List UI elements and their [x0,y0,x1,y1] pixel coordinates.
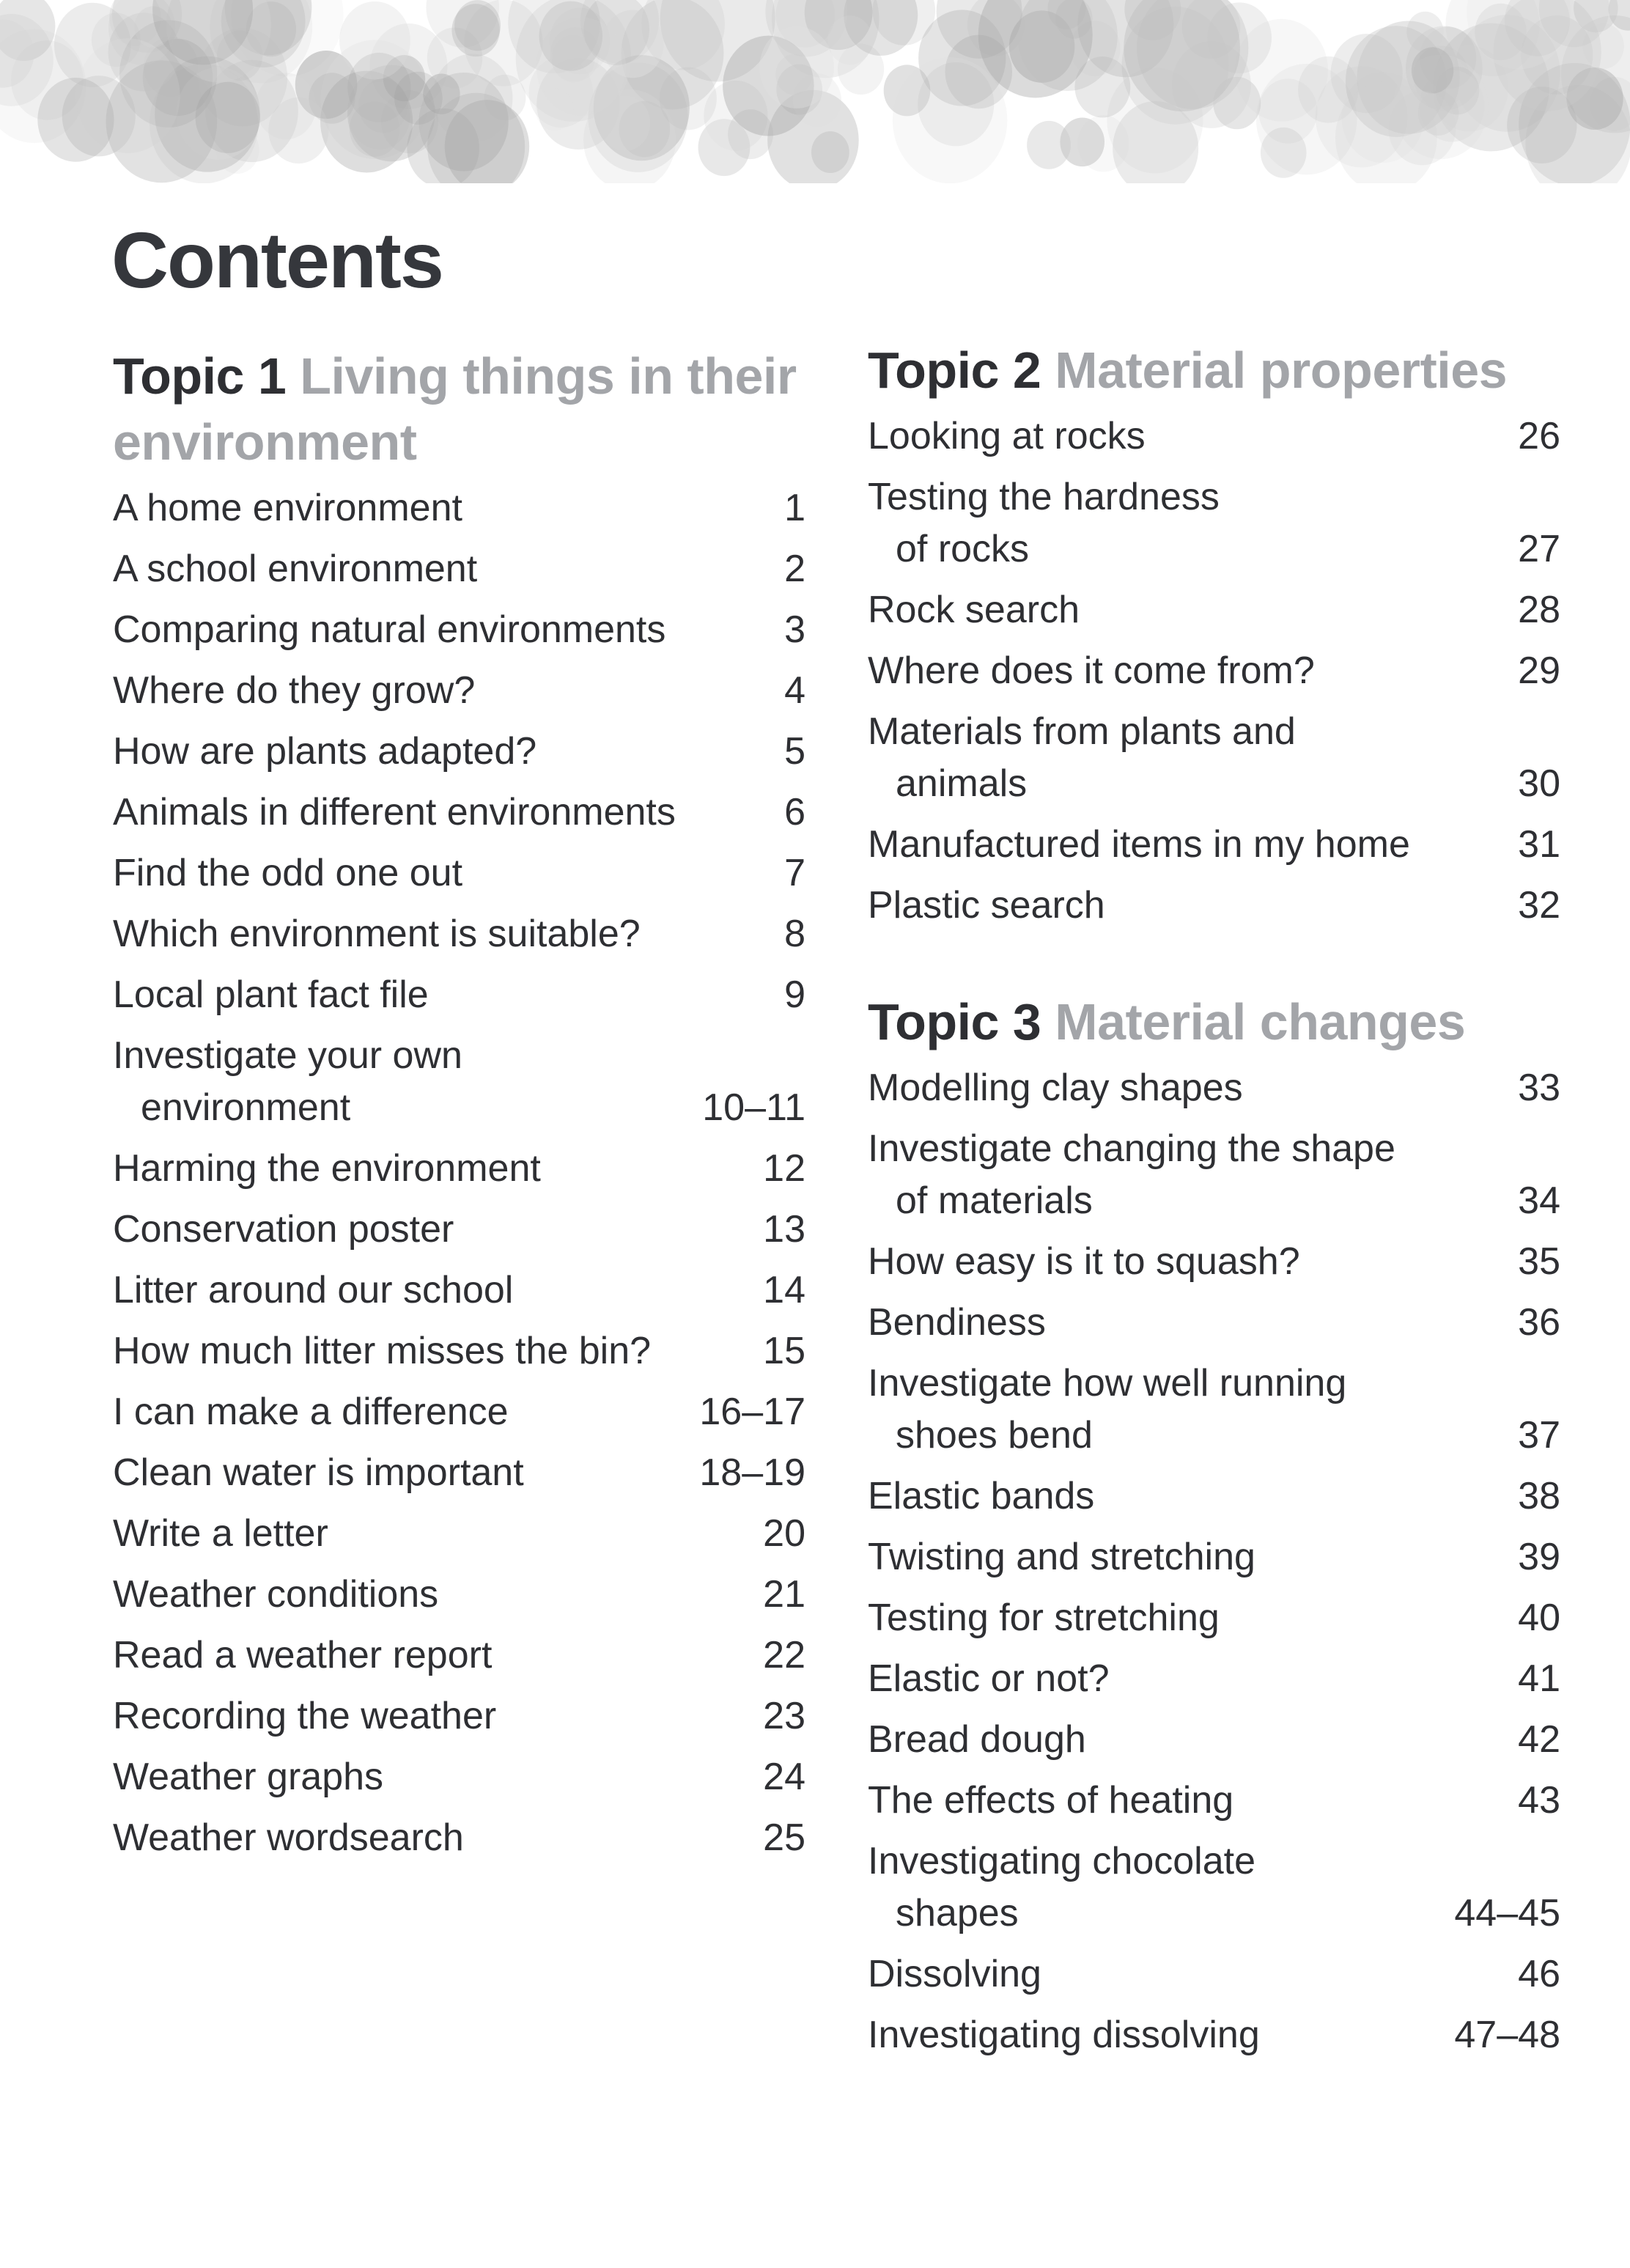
entry-title [113,1030,462,1134]
entry-title-line: Local plant fact file [113,973,429,1016]
decorative-bubble [1027,121,1071,169]
contents-entry[interactable] [113,787,805,839]
entry-title [868,1470,1094,1523]
entry-title [113,1630,492,1682]
entry-page-number: 14 [763,1269,805,1311]
entry-title-line: animals [896,762,1028,805]
topic-number: Topic 2 [868,342,1041,399]
contents-entry[interactable] [868,410,1560,463]
entry-title [868,410,1146,463]
entry-title-line: Plastic search [868,884,1105,927]
contents-entry[interactable] [868,471,1560,575]
entry-title [113,1751,383,1803]
entry-page-number: 22 [763,1634,805,1676]
contents-entry[interactable] [113,1143,805,1195]
entry-title [868,880,1105,932]
entry-page-number: 23 [763,1695,805,1737]
entry-page-number: 36 [1518,1301,1560,1344]
entry-title-line: Which environment is suitable? [113,913,641,955]
entry-page-number: 28 [1518,589,1560,631]
entry-page-number: 40 [1518,1597,1560,1639]
entry-page-number: 34 [1518,1179,1560,1222]
topic-heading [868,989,1560,1055]
entry-title-line: Investigate how well running [868,1362,1347,1404]
entry-title-line: Looking at rocks [868,415,1146,457]
decorative-bubble [660,67,717,130]
entry-page-number: 21 [763,1573,805,1616]
contents-entry[interactable] [113,1325,805,1377]
contents-entry[interactable] [868,1062,1560,1114]
entry-page-number: 7 [784,852,805,894]
topic-number: Topic 1 [113,347,287,405]
entry-title [868,584,1080,636]
contents-entry[interactable] [113,908,805,960]
contents-entry[interactable] [113,1630,805,1682]
entry-title [868,1358,1346,1462]
entry-title-line: Testing the hardness [868,476,1220,518]
entry-title [868,645,1315,697]
decorative-bubble [539,1,602,71]
contents-entry[interactable] [868,706,1560,810]
entry-title [113,1508,328,1560]
contents-entry[interactable] [868,645,1560,697]
entry-page-number: 33 [1518,1067,1560,1109]
contents-entry[interactable] [868,1653,1560,1705]
contents-entry[interactable] [113,1690,805,1742]
contents-entry[interactable] [113,1264,805,1317]
topic-heading [113,343,805,475]
entry-page-number: 29 [1518,649,1560,692]
entry-title-line: Recording the weather [113,1695,497,1737]
entry-title [113,969,429,1021]
entry-title [113,847,462,899]
contents-entry[interactable] [868,1470,1560,1523]
contents-entry[interactable] [113,726,805,778]
entry-title [868,1775,1233,1827]
entry-page-number: 39 [1518,1536,1560,1578]
entry-title-line: Read a weather report [113,1634,493,1676]
contents-entry[interactable] [868,584,1560,636]
entry-page-number: 8 [784,913,805,955]
entry-title [868,1297,1046,1349]
entry-page-number: 16–17 [699,1391,805,1433]
entry-title-line: Investigating chocolate [868,1840,1256,1882]
contents-entry[interactable] [868,2009,1560,2061]
entry-page-number: 13 [763,1208,805,1251]
decorative-bubble [827,15,872,65]
entry-title-line: Write a letter [113,1512,328,1555]
contents-entry[interactable] [113,1751,805,1803]
contents-entry[interactable] [113,665,805,717]
entry-title-line: Litter around our school [113,1269,514,1311]
entry-title [868,819,1410,871]
contents-entry[interactable] [113,482,805,534]
entry-title-line: I can make a difference [113,1391,509,1433]
entry-title [113,1325,651,1377]
contents-entry[interactable] [868,1297,1560,1349]
entry-page-number: 10–11 [702,1086,805,1129]
contents-entry[interactable] [868,1714,1560,1766]
contents-entry[interactable] [868,1236,1560,1288]
entry-page-number: 44–45 [1454,1892,1560,1934]
contents-entry[interactable] [868,1836,1560,1940]
decorative-bubble [811,131,849,173]
entry-title-line: Harming the environment [113,1147,541,1190]
entry-page-number: 27 [1518,528,1560,570]
entry-title-line: Twisting and stretching [868,1536,1255,1578]
entry-title [868,1123,1395,1227]
entry-title-line: A school environment [113,548,478,590]
entry-title [113,482,462,534]
entry-title-line: Weather graphs [113,1756,384,1798]
entry-page-number: 42 [1518,1718,1560,1761]
entry-title-line: Weather conditions [113,1573,439,1616]
entry-title-line: Materials from plants and [868,710,1296,753]
entry-page-number: 15 [763,1330,805,1372]
contents-entry[interactable] [868,1592,1560,1644]
entry-title-line: of rocks [896,528,1030,570]
entry-title [868,1653,1110,1705]
entry-title-line: Manufactured items in my home [868,823,1410,866]
entry-title-line: Find the odd one out [113,852,463,894]
entry-page-number: 30 [1518,762,1560,805]
page-title: Contents [111,216,443,304]
entry-title [868,1592,1220,1644]
section-spacer [868,940,1560,989]
entry-page-number: 26 [1518,415,1560,457]
topic-name: Material properties [1055,342,1508,399]
entry-page-number: 5 [784,730,805,773]
entry-title [113,1386,509,1438]
contents-entry[interactable] [113,1569,805,1621]
entry-title-line: Where do they grow? [113,669,476,712]
contents-entry[interactable] [113,847,805,899]
contents-entry[interactable] [113,1508,805,1560]
contents-entry[interactable] [868,819,1560,871]
entry-title-line: shapes [896,1892,1019,1934]
topic-heading [868,337,1560,403]
entry-page-number: 35 [1518,1240,1560,1283]
entry-page-number: 46 [1518,1953,1560,1995]
entry-title [113,1447,524,1499]
topic-number: Topic 3 [868,993,1041,1050]
entry-title-line: Clean water is important [113,1451,524,1494]
entry-title-line: Dissolving [868,1953,1041,1995]
entry-title-line: shoes bend [896,1414,1093,1457]
decorative-bubble [92,13,141,67]
entry-title [113,1264,513,1317]
contents-entry[interactable] [868,1531,1560,1583]
entry-title [113,787,676,839]
entry-title-line: Weather wordsearch [113,1816,464,1859]
decorative-bubble [196,82,260,153]
entry-title-line: Comparing natural environments [113,608,666,651]
entry-page-number: 37 [1518,1414,1560,1457]
entry-page-number: 6 [784,791,805,833]
entry-title [113,908,641,960]
contents-entry[interactable] [113,1204,805,1256]
entry-title-line: Elastic or not? [868,1657,1110,1700]
contents-entry[interactable] [113,1447,805,1499]
entry-title [868,1836,1255,1940]
contents-column-left [113,343,805,1873]
entry-page-number: 9 [784,973,805,1016]
contents-column-right [868,337,1560,2070]
entry-page-number: 12 [763,1147,805,1190]
entry-page-number: 3 [784,608,805,651]
decorative-bubble [893,57,1007,183]
entry-title-line: How easy is it to squash? [868,1240,1300,1283]
entry-title-line: The effects of heating [868,1779,1234,1822]
entry-page-number: 41 [1518,1657,1560,1700]
entry-title-line: Animals in different environments [113,791,676,833]
entry-page-number: 31 [1518,823,1560,866]
entry-title-line: Modelling clay shapes [868,1067,1243,1109]
entry-page-number: 18–19 [699,1451,805,1494]
entry-title-line: of materials [896,1179,1093,1222]
entry-title [113,1812,464,1864]
entry-title-line: environment [141,1086,351,1129]
entry-title [868,2009,1260,2061]
entry-title [113,604,665,656]
entry-title [113,1569,438,1621]
entry-title-line: Investigate your own [113,1034,462,1077]
decorative-bubble [759,26,834,108]
entry-title [868,706,1296,810]
entry-title [113,1204,454,1256]
entry-title [868,471,1220,575]
contents-entry[interactable] [868,1358,1560,1462]
entry-title-line: Investigate changing the shape [868,1127,1395,1170]
entry-title-line: Rock search [868,589,1080,631]
entry-title-line: Bread dough [868,1718,1086,1761]
entry-title [113,1143,541,1195]
entry-title-line: Where does it come from? [868,649,1315,692]
contents-entry[interactable] [113,604,805,656]
entry-page-number: 38 [1518,1475,1560,1517]
entry-page-number: 47–48 [1454,2014,1560,2056]
entry-title [113,1690,496,1742]
entry-title-line: Elastic bands [868,1475,1095,1517]
entry-title [113,665,475,717]
entry-page-number: 2 [784,548,805,590]
decorative-bubble [535,88,573,130]
entry-page-number: 24 [763,1756,805,1798]
entry-title [868,1714,1086,1766]
entry-title [868,1062,1243,1114]
entry-title [868,1236,1300,1288]
topic-name: Living things in their environment [113,347,797,471]
decorative-bubble [451,4,499,56]
entry-page-number: 1 [784,487,805,529]
entry-page-number: 32 [1518,884,1560,927]
entry-page-number: 43 [1518,1779,1560,1822]
entry-title-line: How much litter misses the bin? [113,1330,652,1372]
decorative-bubble [339,1,410,79]
contents-entry[interactable] [868,1123,1560,1227]
entry-page-number: 20 [763,1512,805,1555]
contents-entry[interactable] [113,543,805,595]
entry-title-line: A home environment [113,487,462,529]
entry-title [868,1531,1255,1583]
entry-title-line: Investigating dissolving [868,2014,1260,2056]
contents-entry[interactable] [113,1386,805,1438]
entry-title [868,1948,1041,2000]
entry-title [113,726,536,778]
entry-title [113,543,477,595]
contents-entry[interactable] [868,1775,1560,1827]
contents-entry[interactable] [113,969,805,1021]
entry-title-line: How are plants adapted? [113,730,537,773]
topic-name: Material changes [1055,993,1466,1050]
entry-page-number: 25 [763,1816,805,1859]
entry-title-line: Bendiness [868,1301,1046,1344]
contents-entry[interactable] [868,1948,1560,2000]
entry-page-number: 4 [784,669,805,712]
decorative-bubble-banner [0,0,1630,183]
entry-title-line: Testing for stretching [868,1597,1220,1639]
decorative-bubble [37,78,114,162]
contents-entry[interactable] [868,880,1560,932]
contents-entry[interactable] [113,1812,805,1864]
contents-entry[interactable] [113,1030,805,1134]
entry-title-line: Conservation poster [113,1208,454,1251]
